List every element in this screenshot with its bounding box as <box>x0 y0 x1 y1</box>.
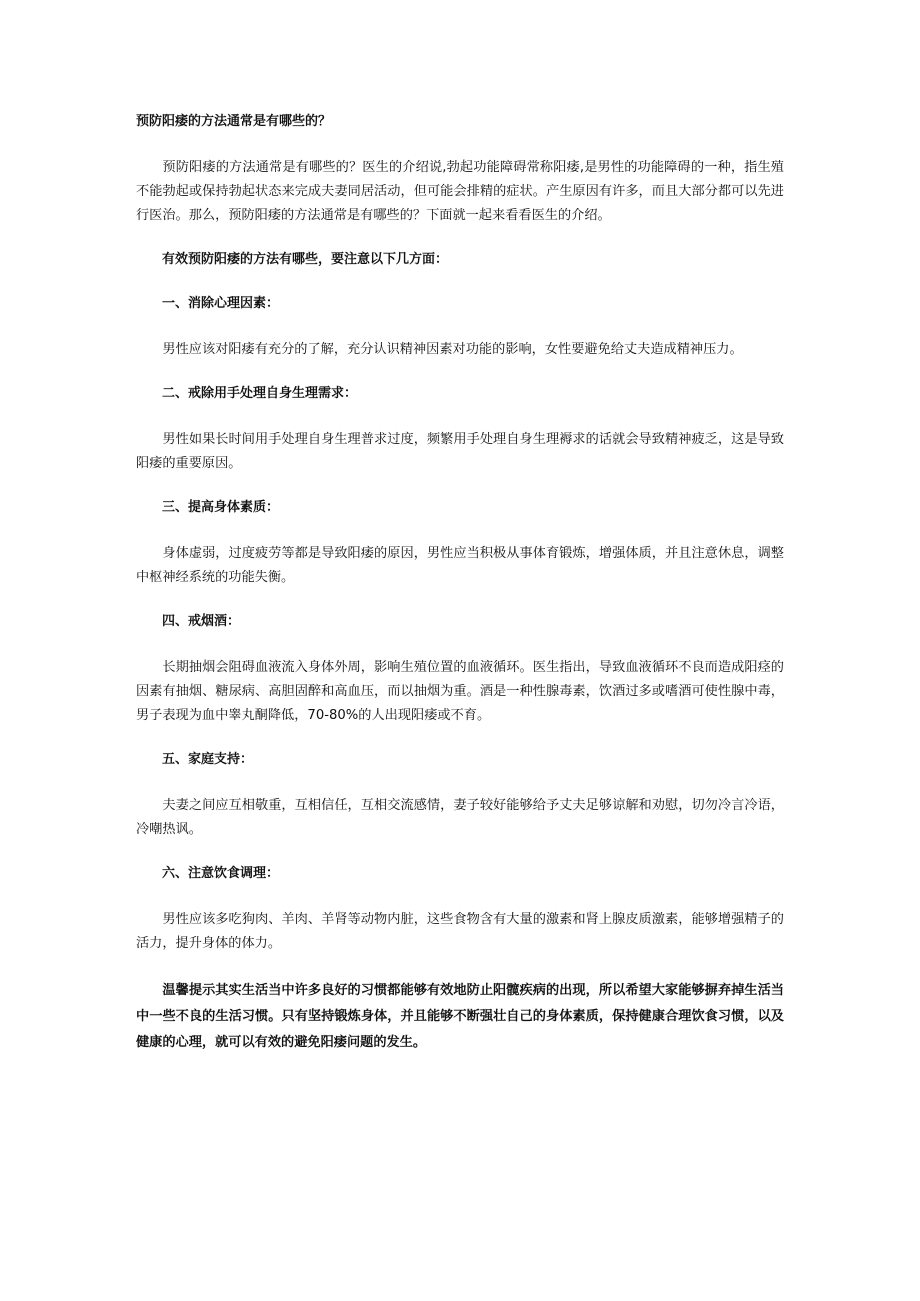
section-heading-6: 六、注意饮食调理： <box>162 866 280 881</box>
section-heading-3: 三、提高身体素质： <box>162 500 280 515</box>
section-body-3: 身体虚弱，过度疲劳等都是导致阳痿的原因，男性应当积极从事体育锻炼，增强体质，并且注意休息，调整中枢神经系统的功能失衡。 <box>136 546 784 585</box>
closing-tip-paragraph: 温馨提示其实生活当中许多良好的习惯都能够有效地防止阳髋疾病的出现，所以希望大家能够摒弃掉生活当中一些不良的生活习惯。只有坚持锻炼身体，并且能够不断强壮自己的身体素质，保持健康合理饮食习惯，以及健康的心理，就可以有效的避免阳痿问题的发生。 <box>136 983 784 1050</box>
lead-heading: 有效预防阳痿的方法有哪些，要注意以下几方面： <box>162 252 449 267</box>
section-heading-5: 五、家庭支持： <box>162 752 254 767</box>
section-body-5: 夫妻之间应互相敬重，互相信任，互相交流感情，妻子较好能够给予丈夫足够谅解和劝慰，切勿冷言冷语，冷嘲热讽。 <box>136 798 784 837</box>
section-heading-4: 四、戒烟酒： <box>162 614 241 629</box>
section-body-6: 男性应该多吃狗肉、羊肉、羊肾等动物内脏，这些食物含有大量的激素和肾上腺皮质激素，能够增强精子的活力，提升身体的体力。 <box>136 912 784 951</box>
intro-paragraph: 预防阳痿的方法通常是有哪些的？医生的介绍说,勃起功能障碍常称阳痿,是男性的功能障碍的一种，指生殖不能勃起或保持勃起状态来完成夫妻同居活动，但可能会排精的症状。产生原因有许多，而且大部分都可以先进行医治。那么，预防阳痿的方法通常是有哪些的？下面就一起来看看医生的介绍。 <box>136 160 784 223</box>
section-body-2: 男性如果长时间用手处理自身生理普求过度，频繁用手处理自身生理褥求的话就会导致精神疲乏，这是导致阳痿的重要原因。 <box>136 432 784 471</box>
section-body-1: 男性应该对阳痿有充分的了解，充分认识精神因素对功能的影响，女性要避免给丈夫造成精神压力。 <box>162 342 743 357</box>
section-heading-2: 二、戒除用手处理自身生理需求： <box>162 386 358 401</box>
section-body-4: 长期抽烟会阻碍血液流入身体外周，影响生殖位置的血液循环。医生指出，导致血液循环不良而造成阳痉的因素有抽烟、糖尿病、高胆固醉和高血压，而以抽烟为重。酒是一种性腺毒素，饮酒过多或嗜酒可使性腺中毒，男子表现为血中睾丸酮降低，70-80%的人出现阳痿或不育。 <box>136 660 784 723</box>
section-heading-1: 一、消除心理因素： <box>162 296 280 311</box>
document-title: 预防阳痿的方法通常是有哪些的？ <box>136 114 332 129</box>
